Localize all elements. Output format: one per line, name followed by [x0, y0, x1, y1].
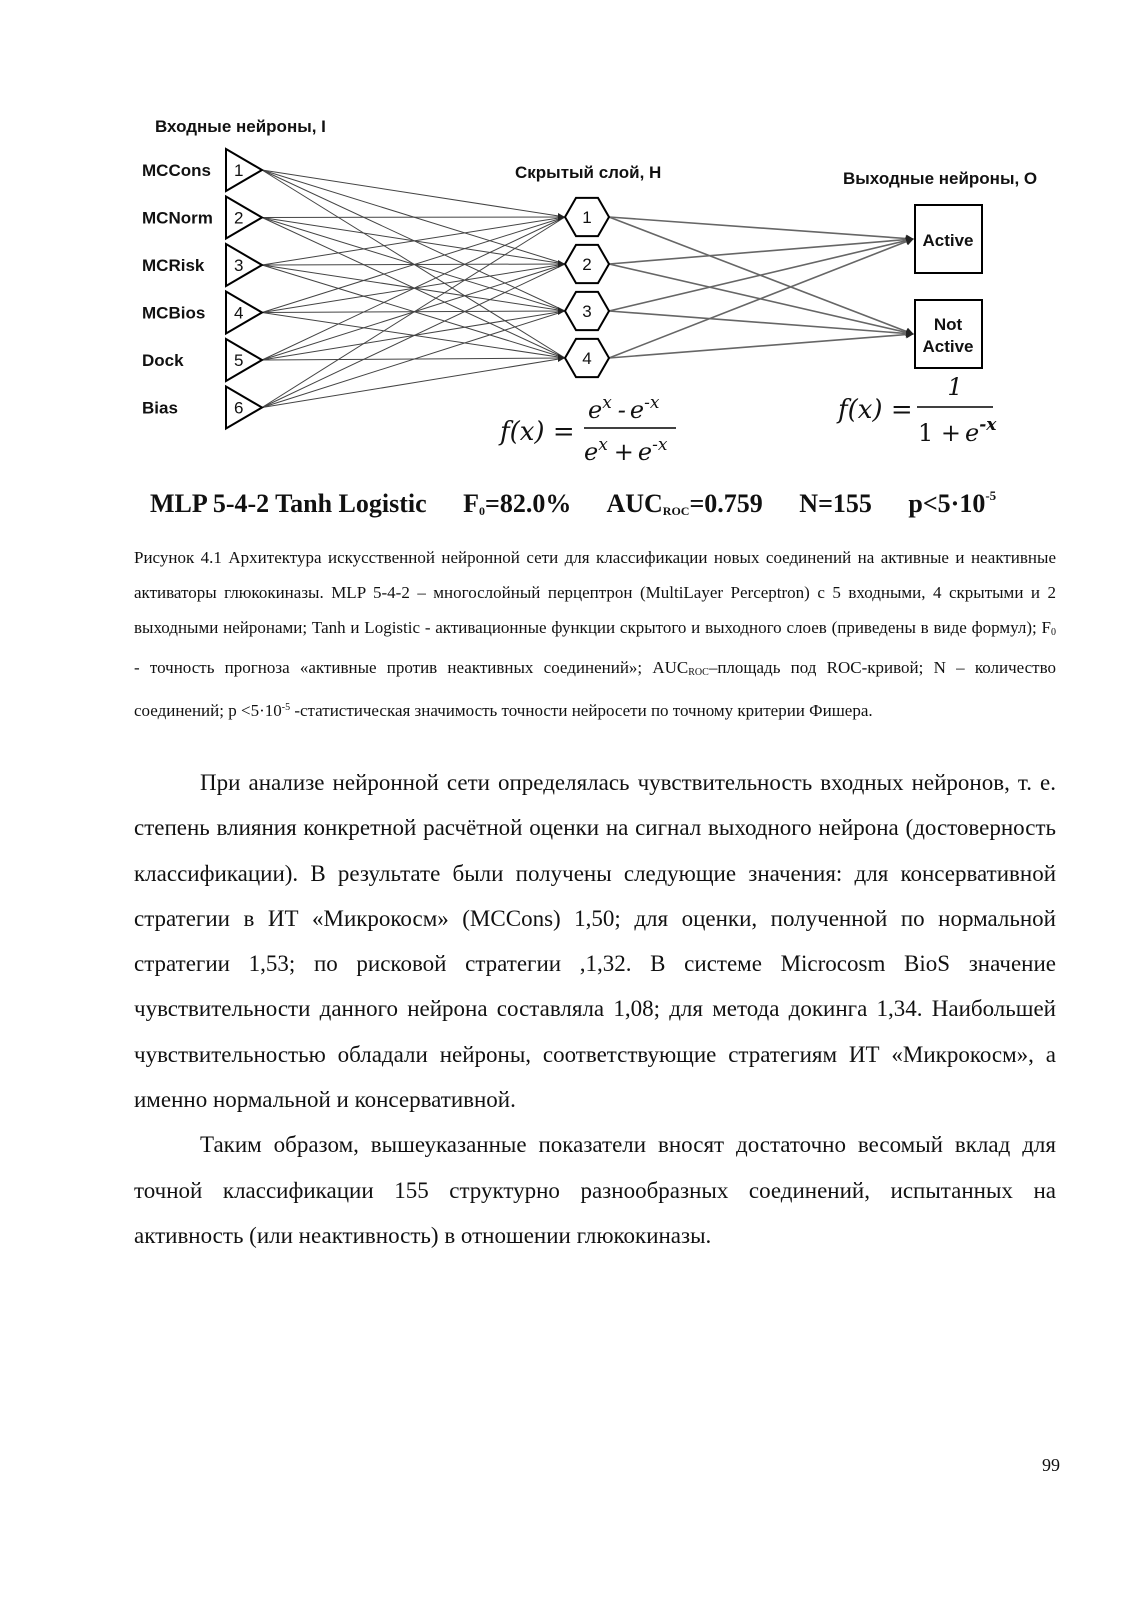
hidden-input-arrowhead [558, 213, 565, 221]
n-metric: N=155 [799, 489, 872, 518]
paragraph-2: Таким образом, вышеуказанные показатели вносят достаточно весомый вклад для точной классификации 155 структурно разнообразных соединений, испытанных на активность (или неактивность) в отношении глюкокиназы. [134, 1132, 1056, 1248]
input-triangle [226, 292, 262, 334]
logistic-lhs: f(x) = [838, 395, 913, 425]
input-layer-title: Входные нейроны, I [155, 117, 326, 136]
connection-hidden-3-output-2 [609, 311, 913, 334]
input-name: MCBios [142, 303, 206, 323]
hidden-neuron-4 [558, 339, 609, 377]
hidden-index: 4 [582, 349, 592, 368]
hidden-index: 2 [582, 255, 592, 274]
input-index: 6 [234, 398, 244, 418]
output-box-not-active [915, 300, 982, 368]
input-index: 3 [234, 256, 244, 275]
input-triangle [226, 387, 262, 429]
hidden-index: 1 [582, 208, 592, 227]
hidden-neuron-1 [558, 198, 609, 236]
figure-caption: Рисунок 4.1 Архитектура искусственной нейронной сети для классификации новых соединений на активные и неактивные активаторы глюкокиназы. MLP 5-4-2 – многослойный перцептрон (MultiLayer Perceptron) с 5 входными, 4 скрытыми и 2 выходными нейронами; Tanh и Logistic - активационные функции скрытого и выходного слоев (приведены в виде формул); $F_0$ - точность прогноза «активные против неактивных соединений»; $AUC_{ROC}$–площадь под ROC-кривой; N – количество соединений; $p <5\cdot 10^{-5}$ -статистическая значимость точности нейросети по точному критерии Фишера. [134, 548, 1056, 720]
connection-hidden-1-output-1 [609, 217, 913, 239]
tanh-lhs: f(x) = [500, 417, 575, 447]
input-name: MCRisk [142, 256, 205, 275]
connection-hidden-4-output-1 [609, 239, 913, 358]
p-metric: $p<5\cdot 10^{-5}$ [908, 488, 997, 518]
input-neuron-3 [142, 244, 262, 286]
connection-input-2-hidden-1 [262, 217, 565, 218]
output-label-active-2: Active [922, 337, 974, 356]
input-neuron-1 [142, 149, 262, 191]
output-layer-title: Выходные нейроны, O [843, 169, 1038, 188]
neural-network-figure [0, 0, 1132, 480]
input-index: 4 [234, 303, 244, 323]
input-triangle [226, 149, 262, 191]
input-neuron-6 [142, 387, 262, 429]
tanh-formula [498, 393, 676, 466]
hidden-input-arrowhead [558, 307, 565, 315]
input-name: Dock [142, 351, 184, 370]
input-name: Bias [142, 398, 178, 418]
hidden-input-arrowhead [558, 354, 565, 362]
output-label-active: Active [922, 231, 974, 250]
input-name: MCNorm [142, 208, 213, 228]
hidden-input-arrowhead [558, 260, 565, 268]
hidden-index: 3 [582, 302, 592, 321]
input-neurons [142, 149, 262, 429]
connection-hidden-4-output-2 [609, 334, 913, 358]
input-index: 5 [234, 351, 244, 370]
input-neuron-4 [142, 292, 262, 334]
output-neuron-active [915, 205, 982, 273]
paragraph-1: При анализе нейронной сети определялась чувствительность входных нейронов, т. е. степень влияния конкретной расчётной оценки на сигнал выходного нейрона (достоверность классификации). В результате были получены следующие значения: для консервативной стратегии в ИТ «Микрокосм» (MCCons) 1,50; для оценки, полученной по нормальной стратегии 1,53; по рисковой стратегии ,1,32. В системе Microcosm BioS значение чувствительности данного нейрона составляла 1,08; для метода докинга 1,34. Наибольшей чувствительностью обладали нейроны, соответствующие стратегиям ИТ «Микрокосм», а именно нормальной и консервативной. [134, 770, 1056, 1113]
input-triangle [226, 197, 262, 239]
tanh-denominator: $e^x + e^{-x}$ [584, 435, 668, 466]
input-index: 1 [234, 161, 244, 180]
input-neuron-5 [142, 339, 262, 381]
body-text [134, 760, 1056, 1258]
input-index: 2 [234, 208, 244, 228]
input-name: MCCons [142, 161, 211, 180]
model-metrics [150, 488, 1070, 519]
output-label-not: Not [933, 315, 963, 334]
input-hidden-connections [262, 170, 565, 408]
auc-metric: $AUC_{ROC}=0.759$ [606, 489, 763, 518]
model-name: MLP 5-4-2 Tanh Logistic [150, 489, 427, 518]
input-triangle [226, 244, 262, 286]
logistic-denominator: $1 + e^{-x}$ [918, 415, 997, 447]
input-triangle [226, 339, 262, 381]
hidden-neuron-3 [558, 292, 609, 330]
f0-metric: $F_0=82.0\%$ [463, 489, 572, 518]
hidden-layer-title: Скрытый слой, H [515, 163, 662, 182]
tanh-numerator: $e^x - e^{-x}$ [588, 393, 660, 424]
connection-hidden-2-output-1 [609, 239, 913, 264]
output-neuron-not-active [915, 300, 982, 368]
hidden-neurons [558, 198, 609, 377]
hidden-neuron-2 [558, 245, 609, 283]
logistic-numerator: 1 [947, 373, 963, 401]
input-neuron-2 [142, 197, 262, 239]
page-number: 99 [1042, 1455, 1060, 1475]
connection-input-6-hidden-4 [262, 358, 565, 408]
connection-input-6-hidden-2 [262, 264, 565, 408]
hidden-output-connections [609, 217, 913, 358]
logistic-formula [836, 373, 997, 447]
